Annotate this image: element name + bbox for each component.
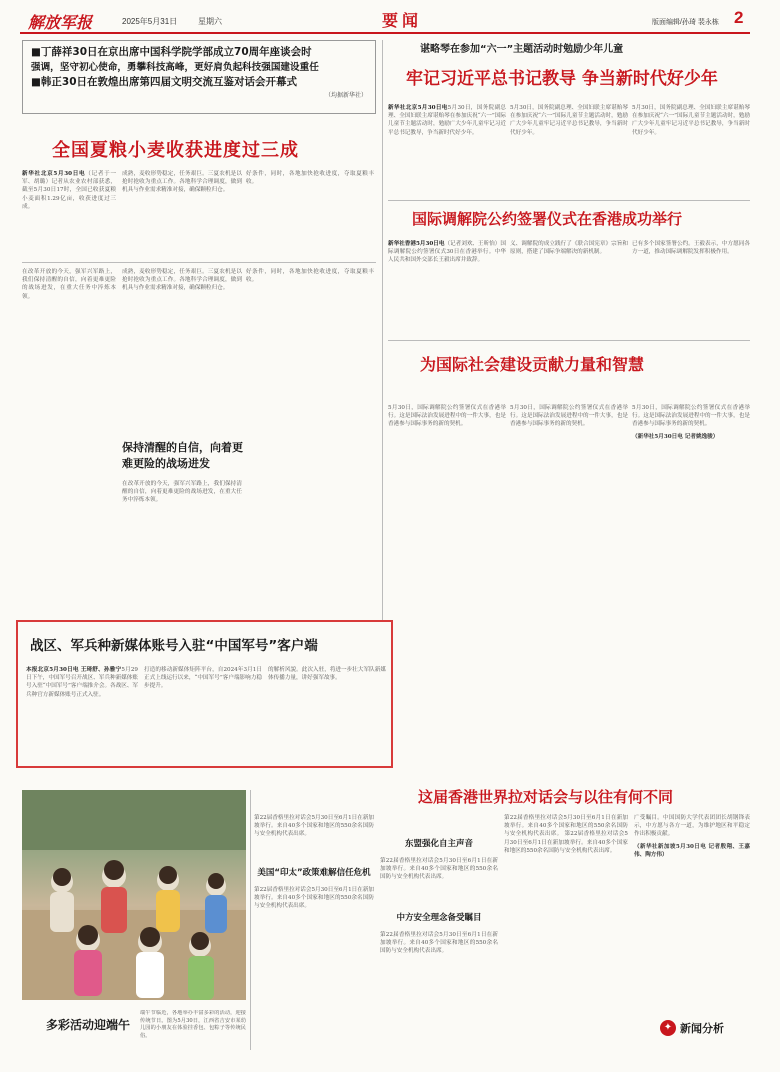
contribution-title: 为国际社会建设贡献力量和智慧: [420, 355, 645, 374]
dialogue-col-3: 第22届香格里拉对话会5月30日至6月1日在新加坡举行。来自40多个国家和地区的550余名国防与安全机构代表出席。 第22届香格里拉对话会5月30日至6月1日在新加坡举行。来自40多个国家和地区的550余名国防与安全机构代表出席。: [504, 815, 628, 854]
dialogue-col-2: 东盟强化自主声音 第22届香格里拉对话会5月30日至6月1日在新加坡举行。来自40多个国家和地区的550余名国防与安全机构代表出席。 中方安全理念备受瞩目 第22届香格里拉对话会5月30日至6月1日在新加坡举行。来自40多个国家和地区的550余名国防与安全机构代表出席。: [380, 839, 498, 955]
page-number: 2: [734, 8, 744, 27]
commentary-col-2: 成熟，麦收形势稳定，任务艰巨。三夏农机是以抢时抢收为重点工作。各地科学合理调度，做到机具与作业需求精准对接，确保颗粒归仓。: [122, 269, 242, 292]
mediation-col-3: 已有多个国家签署公约。王毅表示，中方愿同各方一道，推动国际调解院发挥积极作用。: [632, 241, 750, 256]
children-kicker: 谌略琴在参加“六一”主题活动时勉励少年儿童: [420, 44, 624, 55]
wheat-col-3: 好条件，同时，各地加快抢收进度，夺取夏粮丰收。: [246, 171, 374, 186]
commentary-col-1: 在改革开放的今天，强军兴军路上，我们保持清醒的自信，向着更难更险的战场进发，在重大任务中淬炼本领。: [22, 269, 116, 300]
column-rule-left: [382, 40, 383, 620]
headline-box: [22, 40, 376, 114]
mediation-col-1: 新华社香港5月30日电（记者刘欢、王昕怡）国际调解院公约签署仪式30日在香港举行。中华人民共和国外交部长王毅出席并致辞。: [388, 241, 506, 264]
military-title: 战区、军兵种新媒体账号入驻“中国军号”客户端: [30, 638, 318, 654]
children-col-3: 5月30日，国务院副总理、全国妇联主席谌贻琴在参加庆祝“六一”国际儿童节主题活动时，勉励广大少年儿童牢记习近平总书记教导，争当新时代好少年。: [632, 105, 750, 136]
dialogue-subhead-1: 东盟强化自主声音: [404, 839, 473, 849]
contribution-col-2: 5月30日，国际调解院公约签署仪式在香港举行。这是国际法治发展进程中的一件大事，也是香港参与国际事务的新的契机。: [510, 405, 628, 428]
children-col-2: 5月30日，国务院副总理、全国妇联主席谌贻琴在参加庆祝“六一”国际儿童节主题活动时，勉励广大少年儿童牢记习近平总书记教导，争当新时代好少年。: [510, 105, 628, 136]
photo-illustration: [22, 790, 246, 1000]
children-divider: [388, 200, 750, 201]
dialogue-col-1: 第22届香格里拉对话会5月30日至6月1日在新加坡举行。来自40多个国家和地区的550余名国防与安全机构代表出席。 美国“印太”政策难解信任危机 第22届香格里拉对话会5月30日至6月1日在新加坡举行。来自40多个国家和地区的550余名国防与安全机构代表出席。: [254, 815, 374, 910]
dialogue-subhead-2: 美国“印太”政策难解信任危机: [257, 867, 371, 878]
wheat-col-1: [22, 170, 116, 258]
dragon-boat-photo: [22, 790, 246, 1000]
dialogue-credit: （新华社新加坡5月30日电 记者殷翔、王嘉伟、陶方伟）: [634, 843, 750, 858]
contribution-col-1: 5月30日，国际调解院公约签署仪式在香港举行。这是国际法治发展进程中的一件大事，也是香港参与国际事务的新的契机。: [388, 405, 506, 428]
photo-caption-title: 多彩活动迎端午: [46, 1018, 131, 1032]
headline-line-2: 强调，坚守初心使命，勇攀科技高峰，更好肩负起科技强国建设重任: [31, 62, 319, 73]
military-col-1: 本报北京5月30日电 王琦舒、孙雅宁5月29日下午，中国军号召开战区、军兵种新媒体账号入驻“中国军号”客户端推介会。各战区、军兵种官方新媒体账号正式入驻。: [26, 667, 138, 698]
mediation-divider: [388, 340, 750, 341]
news-analysis-icon: ✦: [660, 1020, 676, 1036]
headline-line-1: ■丁薛祥30日在京出席中国科学院学部成立70周年座谈会时: [31, 46, 312, 58]
dialogue-title: 这届香港世界拉对话会与以往有何不同: [418, 788, 674, 806]
masthead-rule: [20, 32, 750, 34]
wheat-divider: [22, 262, 376, 263]
masthead-weekday: 星期六: [198, 17, 222, 26]
dialogue-subhead-3: 中方安全理念备受瞩目: [396, 912, 482, 923]
wheat-lead: （记者于一军、胡璐）记者从农业农村部获悉，截至5月30日17时，全国已收获夏粮小麦面积1.29亿亩，收获进度过三成。: [22, 171, 116, 210]
commentary-col-3: 好条件，同时，各地加快抢收进度，夺取夏粮丰收。: [246, 269, 374, 284]
children-title: 牢记习近平总书记教导 争当新时代好少年: [406, 69, 718, 89]
headline-credit: （均据新华社）: [324, 92, 367, 99]
news-analysis-label: ✦ 新闻分析: [660, 1020, 724, 1036]
military-frame: [16, 620, 393, 768]
column-rule-bottom: [250, 790, 251, 1050]
mediation-col-2: 义、调解院的成立践行了《联合国宪章》宗旨和原则，搭建了国际争端解决的新机制。: [510, 241, 628, 256]
military-col-3: 的解析风貌。此次入驻，将进一步壮大军队新媒体传播力量，讲好强军故事。: [268, 667, 386, 682]
wheat-dateline: 新华社北京5月30日电: [22, 171, 86, 177]
contribution-col-3: 5月30日，国际调解院公约签署仪式在香港举行。这是国际法治发展进程中的一件大事，也是香港参与国际事务的新的契机。 （新华社5月30日电 记者姚逸骏）: [632, 405, 750, 440]
mediation-title: 国际调解院公约签署仪式在香港成功举行: [412, 210, 683, 228]
dialogue-col-4: 广受瞩目。中国国防大学代表团团长胡钢锋表示，中方愿与各方一道，为维护地区和平稳定作出积极贡献。 （新华社新加坡5月30日电 记者殷翔、王嘉伟、陶方伟）: [634, 815, 750, 858]
military-col-2: 打造的移动新媒体矩阵平台，自2024年3月1日正式上线运行以来，“中国军号”客户端影响力稳步提升。: [144, 667, 262, 690]
masthead: [20, 8, 770, 32]
wheat-title: 全国夏粮小麦收获进度过三成: [52, 140, 299, 161]
headline-line-3: ■韩正30日在敦煌出席第四届文明交流互鉴对话会开幕式: [31, 76, 298, 88]
masthead-date: 2025年5月31日: [122, 17, 178, 26]
contribution-credit: （新华社5月30日电 记者姚逸骏）: [632, 433, 719, 440]
masthead-editor: 版面编辑/孙琦 裴永栋: [652, 19, 719, 26]
commentary-subtitle: 保持清醒的自信，向着更难更险的战场进发: [122, 441, 243, 470]
masthead-section: 要闻: [382, 11, 423, 30]
children-col-1: 新华社北京5月30日电5月30日，国务院副总理、全国妇联主席谌贻琴在参加庆祝“六一”国际儿童节主题活动时，勉励广大少年儿童牢记习近平总书记教导，争当新时代好少年。: [388, 105, 506, 136]
masthead-logo: 解放军报: [28, 13, 93, 32]
commentary-col-2b: 在改革开放的今天，强军兴军路上，我们保持清醒的自信，向着更难更险的战场进发，在重大任务中淬炼本领。: [122, 481, 242, 504]
photo-caption-text: 端午节临近，各地举办丰富多彩的活动，迎接传统节日。图为5月30日，江西省吉安市某幼儿园的小朋友在体验挂香包、包粽子等传统民俗。: [140, 1010, 246, 1039]
wheat-col-2: 成熟，麦收形势稳定，任务艰巨。三夏农机是以抢时抢收为重点工作。各地科学合理调度，做到机具与作业需求精准对接，确保颗粒归仓。: [122, 171, 242, 194]
